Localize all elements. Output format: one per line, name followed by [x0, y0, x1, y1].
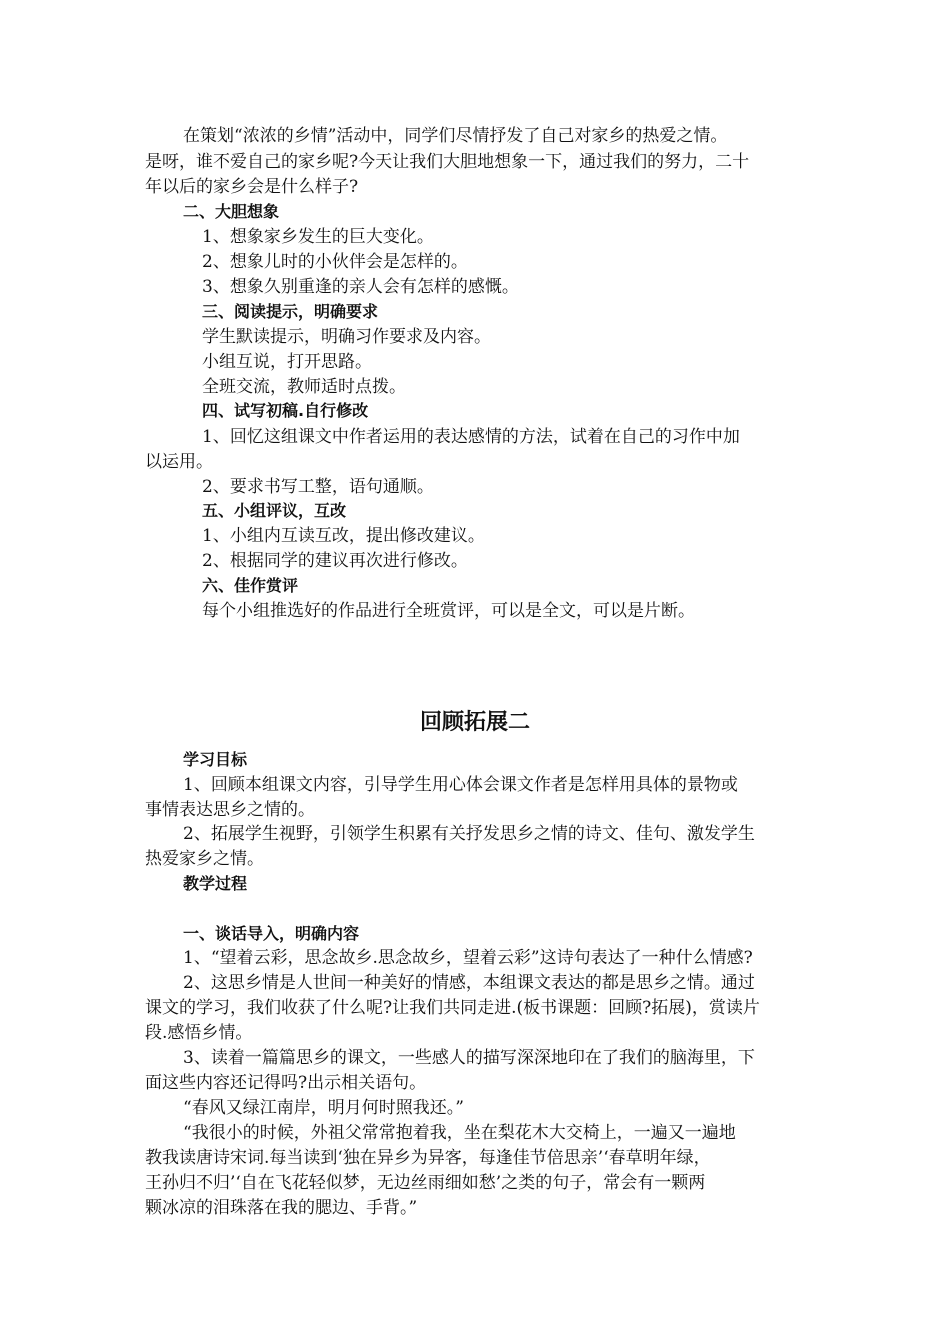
- step1-line-1: 1、“望着云彩，思念故乡.思念故乡，望着云彩”这诗句表达了一种什么情感?: [183, 948, 753, 968]
- goal-line-4: 热爱家乡之情。: [145, 849, 264, 869]
- intro-line-2: 是呀，谁不爱自己的家乡呢?今天让我们大胆地想象一下，通过我们的努力，二十: [145, 152, 750, 172]
- goal-line-3: 2、拓展学生视野，引领学生积累有关抒发思乡之情的诗文、佳句、激发学生: [183, 824, 755, 844]
- quote-1: “春风又绿江南岸，明月何时照我还。”: [183, 1098, 464, 1118]
- step1-line-3: 课文的学习，我们收获了什么呢?让我们共同走进.(板书课题：回顾?拓展)，赏读片: [145, 998, 760, 1018]
- heading-imagine: 二、大胆想象: [183, 202, 280, 221]
- heading-draft: 四、试写初稿.自行修改: [202, 401, 369, 420]
- heading-goals: 学习目标: [183, 750, 248, 769]
- review-item-1: 1、小组内互读互改，提出修改建议。: [202, 526, 485, 546]
- heading-appreciate: 六、佳作赏评: [202, 576, 299, 595]
- heading-process: 教学过程: [183, 874, 248, 893]
- goal-line-1: 1、回顾本组课文内容，引导学生用心体会课文作者是怎样用具体的景物或: [183, 775, 738, 795]
- step1-line-2: 2、这思乡情是人世间一种美好的情感，本组课文表达的都是思乡之情。通过: [183, 973, 755, 993]
- goal-line-2: 事情表达思乡之情的。: [145, 800, 315, 820]
- intro-line-1: 在策划“浓浓的乡情”活动中，同学们尽情抒发了自己对家乡的热爱之情。: [183, 126, 728, 146]
- step1-line-6: 面这些内容还记得吗?出示相关语句。: [145, 1073, 427, 1093]
- step1-line-5: 3、读着一篇篇思乡的课文，一些感人的描写深深地印在了我们的脑海里，下: [183, 1048, 755, 1068]
- draft-item-1: 1、回忆这组课文中作者运用的表达感情的方法，试着在自己的习作中加: [202, 427, 740, 447]
- reading-item-1: 学生默读提示，明确习作要求及内容。: [202, 327, 491, 347]
- step1-line-4: 段.感悟乡情。: [145, 1023, 253, 1043]
- section-title: 回顾拓展二: [419, 710, 530, 735]
- imagine-item-1: 1、想象家乡发生的巨大变化。: [202, 227, 434, 247]
- reading-item-2: 小组互说，打开思路。: [202, 352, 372, 372]
- intro-line-3: 年以后的家乡会是什么样子?: [145, 177, 359, 197]
- reading-item-3: 全班交流，教师适时点拨。: [202, 377, 406, 397]
- heading-step1: 一、谈话导入，明确内容: [183, 924, 360, 943]
- imagine-item-3: 3、想象久别重逢的亲人会有怎样的感慨。: [202, 277, 519, 297]
- quote-2-line-3: 王孙归不归’‘自在飞花轻似梦，无边丝雨细如愁’之类的句子，常会有一颗两: [145, 1173, 706, 1193]
- draft-item-1-cont: 以运用。: [145, 452, 213, 472]
- quote-2-line-2: 教我读唐诗宋词.每当读到‘独在异乡为异客，每逢佳节倍思亲’‘春草明年绿，: [145, 1148, 711, 1168]
- imagine-item-2: 2、想象儿时的小伙伴会是怎样的。: [202, 252, 468, 272]
- quote-2-line-1: “我很小的时候，外祖父常常抱着我，坐在梨花木大交椅上，一遍又一遍地: [183, 1123, 736, 1143]
- draft-item-2: 2、要求书写工整，语句通顺。: [202, 477, 434, 497]
- heading-review: 五、小组评议，互改: [202, 501, 347, 520]
- quote-2-line-4: 颗冰凉的泪珠落在我的腮边、手背。”: [145, 1198, 418, 1218]
- heading-reading: 三、阅读提示，明确要求: [202, 302, 379, 321]
- review-item-2: 2、根据同学的建议再次进行修改。: [202, 551, 468, 571]
- appreciate-text: 每个小组推选好的作品进行全班赏评，可以是全文，可以是片断。: [202, 601, 695, 621]
